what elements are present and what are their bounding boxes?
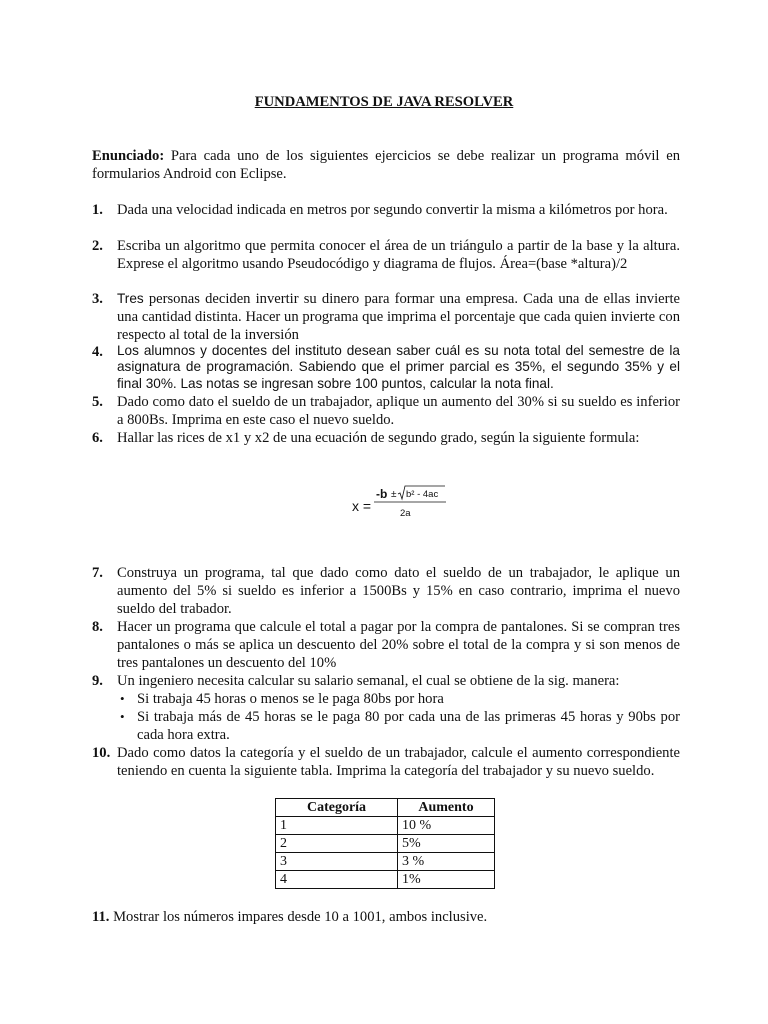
exercise-number: 11. [92, 909, 110, 925]
exercise-text: Hacer un programa que calcule el total a pagar por la compra de pantalones. Si se compran tres pantalones o más se aplica un descuento del 20% sobre el total de la compra y si son menos de tres pantalones un descuento del 10% [117, 619, 680, 671]
exercise-7 [92, 564, 680, 618]
category-table [275, 798, 495, 889]
exercise-number: 9. [92, 673, 103, 689]
table-cell: 1% [398, 871, 495, 889]
exercise-2 [92, 237, 680, 273]
exercise-text: Hallar las rices de x1 y x2 de una ecuación de segundo grado, según la siguiente formula: [117, 430, 640, 446]
exercise-text: Dado como datos la categoría y el sueldo de un trabajador, calcule el aumento correspondiente teniendo en cuenta la siguiente tabla. Imprima la categoría del trabajador y su nuevo sueldo. [117, 745, 680, 779]
exercise-11 [92, 908, 680, 926]
exercise-1 [92, 201, 680, 219]
exercise-text: Escriba un algoritmo que permita conocer el área de un triángulo a partir de la base y la altura. Exprese el algoritmo usando Pseudocódigo y diagrama de flujos. Área=(base *altura)/2 [117, 238, 680, 272]
exercise-10 [92, 744, 680, 780]
list-item [92, 708, 680, 744]
exercise-first-word: Tres [117, 291, 144, 306]
table-cell: 5% [398, 835, 495, 853]
exercise-3 [92, 290, 680, 344]
exercise-text: Un ingeniero necesita calcular su salario semanal, el cual se obtiene de la sig. manera: [117, 673, 620, 689]
exercise-4 [92, 343, 680, 392]
exercise-rest: personas deciden invertir su dinero para formar una empresa. Cada una de ellas invierte una cantidad distinta. Hacer un programa que imprima el porcentaje que cada quien invierte con respecto al total de la inversión [117, 291, 680, 343]
table-header-row [276, 799, 495, 817]
header-aumento: Aumento [398, 799, 495, 817]
exercise-5 [92, 393, 680, 429]
table-cell: 10 % [398, 817, 495, 835]
exercise-text: Construya un programa, tal que dado como dato el sueldo de un trabajador, le aplique un aumento del 5% si sueldo es inferior a 1500Bs y 15% en caso contrario, imprima el nuevo sueldo del trabador. [117, 565, 680, 617]
exercise-9 [92, 672, 680, 690]
exercise-number: 6. [92, 430, 103, 446]
table-cell: 3 [276, 853, 398, 871]
exercise-8 [92, 618, 680, 672]
list-item [92, 690, 680, 708]
table-cell: 4 [276, 871, 398, 889]
exercise-number: 8. [92, 619, 103, 635]
exercise-number: 5. [92, 394, 103, 410]
table-cell: 3 % [398, 853, 495, 871]
formula-plus-minus: ± [391, 489, 397, 500]
intro-paragraph [92, 147, 680, 183]
quadratic-formula [350, 484, 460, 524]
exercise-text: Los alumnos y docentes del instituto desean saber cuál es su nota total del semestre de la asignatura de programación. Sabiendo que el primer parcial es 35%, el segundo 35% y el final 30%. Las notas se ingresan sobre 100 puntos, calcular la nota final. [117, 343, 680, 391]
exercise-number: 3. [92, 291, 103, 307]
bullet-icon: • [120, 709, 125, 724]
formula-lhs: x = [352, 498, 372, 514]
exercise-text: Dado como dato el sueldo de un trabajador, aplique un aumento del 30% si su sueldo es inferior a 800Bs. Imprima en este caso el nuevo sueldo. [117, 394, 680, 428]
exercise-number: 4. [92, 344, 103, 360]
exercise-text: Dada una velocidad indicada en metros por segundo convertir la misma a kilómetros por hora. [117, 202, 668, 218]
table-row [276, 835, 495, 853]
exercise-text [117, 290, 680, 344]
page-title: FUNDAMENTOS DE JAVA RESOLVER [254, 94, 514, 110]
exercise-number: 7. [92, 565, 103, 581]
formula-minus-b: -b [376, 487, 388, 501]
table-row [276, 853, 495, 871]
formula-radicand: b² - 4ac [406, 489, 439, 500]
exercise-text: Mostrar los números impares desde 10 a 1001, ambos inclusive. [109, 909, 488, 925]
intro-label: Enunciado: [92, 148, 165, 164]
header-categoria: Categoría [276, 799, 398, 817]
exercise-number: 2. [92, 238, 103, 254]
salary-rules-list [92, 690, 680, 744]
table-row [276, 871, 495, 889]
exercise-number: 10. [92, 745, 111, 761]
table-cell: 2 [276, 835, 398, 853]
list-item-text: Si trabaja 45 horas o menos se le paga 80bs por hora [137, 691, 444, 707]
exercise-number: 1. [92, 202, 103, 218]
list-item-text: Si trabaja más de 45 horas se le paga 80 por cada una de las primeras 45 horas y 90bs por cada hora extra. [137, 709, 680, 743]
bullet-icon: • [120, 691, 125, 706]
exercise-6 [92, 429, 680, 447]
table-row [276, 817, 495, 835]
table-cell: 1 [276, 817, 398, 835]
formula-denominator: 2a [400, 508, 411, 519]
intro-text: Para cada uno de los siguientes ejercicios se debe realizar un programa móvil en formularios Android con Eclipse. [92, 148, 680, 182]
